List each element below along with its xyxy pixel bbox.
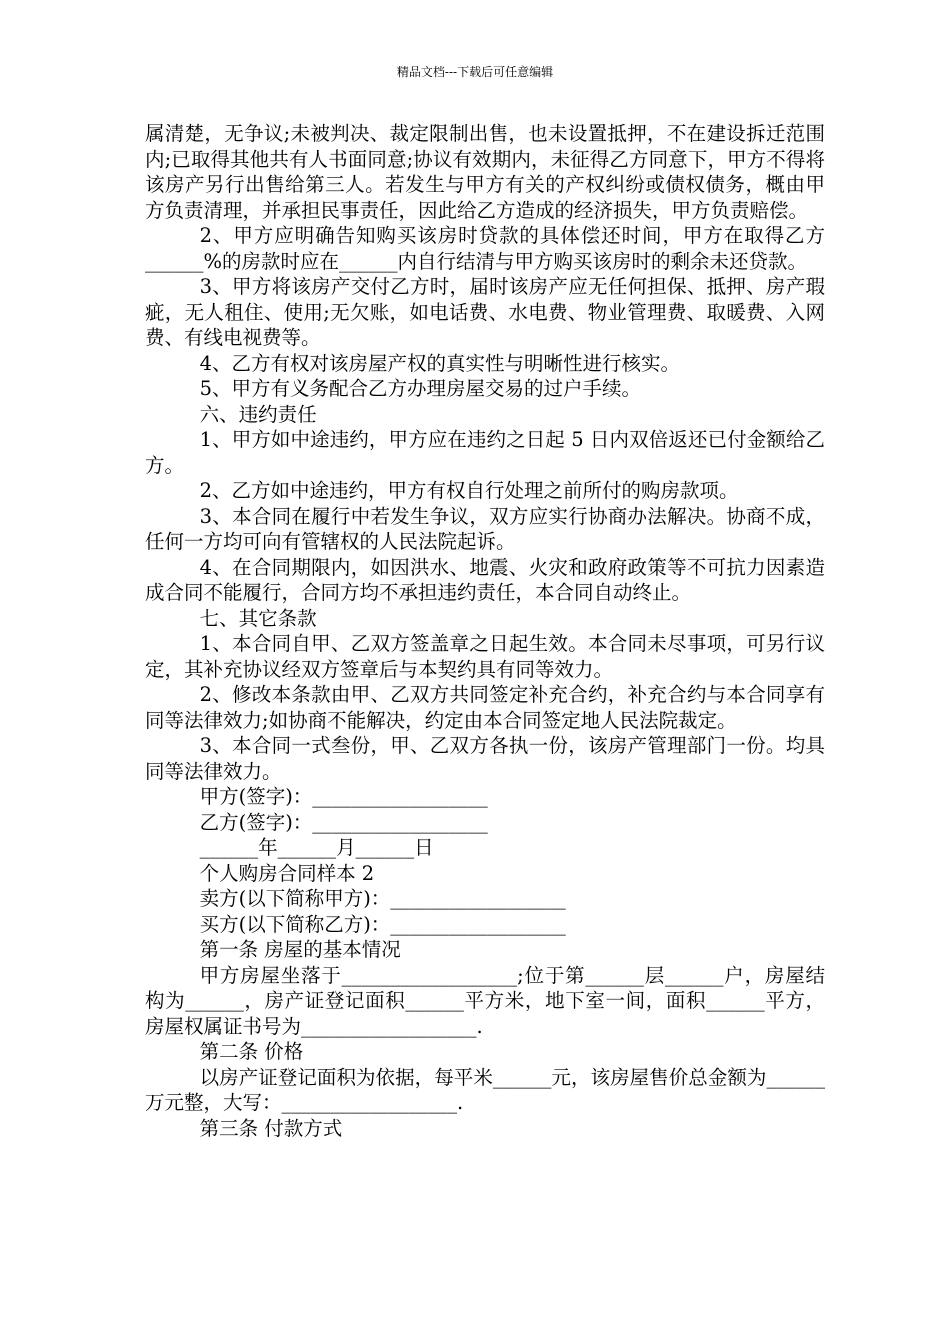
paragraph: 2、乙方如中途违约，甲方有权自行处理之前所付的购房款项。 bbox=[199, 479, 739, 502]
paragraph: 4、在合同期限内，如因洪水、地震、火灾和政府政策等不可抗力因素造成合同不能履行，合同方均不承担违约责任，本合同自动终止。 bbox=[145, 555, 825, 604]
document-subtitle: 个人购房合同样本 2 bbox=[199, 861, 375, 885]
buyer-line: 买方(以下简称乙方)：__________________ bbox=[199, 912, 566, 936]
paragraph: 甲方房屋坐落于__________________;位于第______层______户，房屋结构为______，房产证登记面积______平方米，地下室一间，面积______平方，房屋权属证书号为__________________. bbox=[145, 963, 825, 1038]
article-heading: 第三条 付款方式 bbox=[199, 1116, 343, 1140]
paragraph: 属清楚，无争议;未被判决、裁定限制出售，也未设置抵押，不在建设拆迁范围内;已取得其他共有人书面同意;协议有效期内，未征得乙方同意下，甲方不得将该房产另行出售给第三人。若发生与甲方有关的产权纠纷或债权债务，概由甲方负责清理，并承担民事责任，因此给乙方造成的经济损失，甲方负责赔偿。 bbox=[145, 122, 825, 222]
document-body bbox=[145, 121, 825, 1141]
page-header: 精品文档---下载后可任意编辑 bbox=[396, 65, 554, 79]
paragraph: 2、甲方应明确告知购买该房时贷款的具体偿还时间，甲方在取得乙方______%的房款时应在______内自行结清与甲方购买该房时的剩余未还贷款。 bbox=[145, 224, 825, 273]
signature-line-party-b: 乙方(签字)：__________________ bbox=[199, 810, 488, 834]
signature-line-party-a: 甲方(签字)：__________________ bbox=[199, 785, 488, 808]
paragraph: 3、本合同一式叁份，甲、乙双方各执一份，该房产管理部门一份。均具同等法律效力。 bbox=[145, 734, 825, 783]
date-line: ______年______月______日 bbox=[199, 836, 434, 859]
article-heading: 第二条 价格 bbox=[199, 1040, 304, 1063]
article-heading: 第一条 房屋的基本情况 bbox=[199, 938, 401, 961]
paragraph: 以房产证登记面积为依据，每平米______元，该房屋售价总金额为______万元整，大写：__________________. bbox=[145, 1065, 825, 1114]
paragraph: 1、甲方如中途违约，甲方应在违约之日起 5 日内双倍返还已付金额给乙方。 bbox=[145, 428, 825, 477]
paragraph: 1、本合同自甲、乙双方签盖章之日起生效。本合同未尽事项，可另行议定，其补充协议经双方签章后与本契约具有同等效力。 bbox=[145, 632, 825, 681]
paragraph: 3、本合同在履行中若发生争议，双方应实行协商办法解决。协商不成，任何一方均可向有管辖权的人民法院起诉。 bbox=[145, 504, 825, 553]
section-heading: 六、违约责任 bbox=[199, 402, 317, 426]
seller-line: 卖方(以下简称甲方)：__________________ bbox=[199, 887, 566, 910]
paragraph: 3、甲方将该房产交付乙方时，届时该房产应无任何担保、抵押、房产瑕疵，无人租住、使用;无欠账，如电话费、水电费、物业管理费、取暖费、入网费、有线电视费等。 bbox=[145, 275, 825, 349]
paragraph: 4、乙方有权对该房屋产权的真实性与明晰性进行核实。 bbox=[199, 351, 681, 375]
section-heading: 七、其它条款 bbox=[199, 606, 317, 630]
paragraph: 2、修改本条款由甲、乙双方共同签定补充合约，补充合约与本合同享有同等法律效力;如协商不能解决，约定由本合同签定地人民法院裁定。 bbox=[145, 683, 825, 732]
paragraph: 5、甲方有义务配合乙方办理房屋交易的过户手续。 bbox=[199, 377, 642, 400]
